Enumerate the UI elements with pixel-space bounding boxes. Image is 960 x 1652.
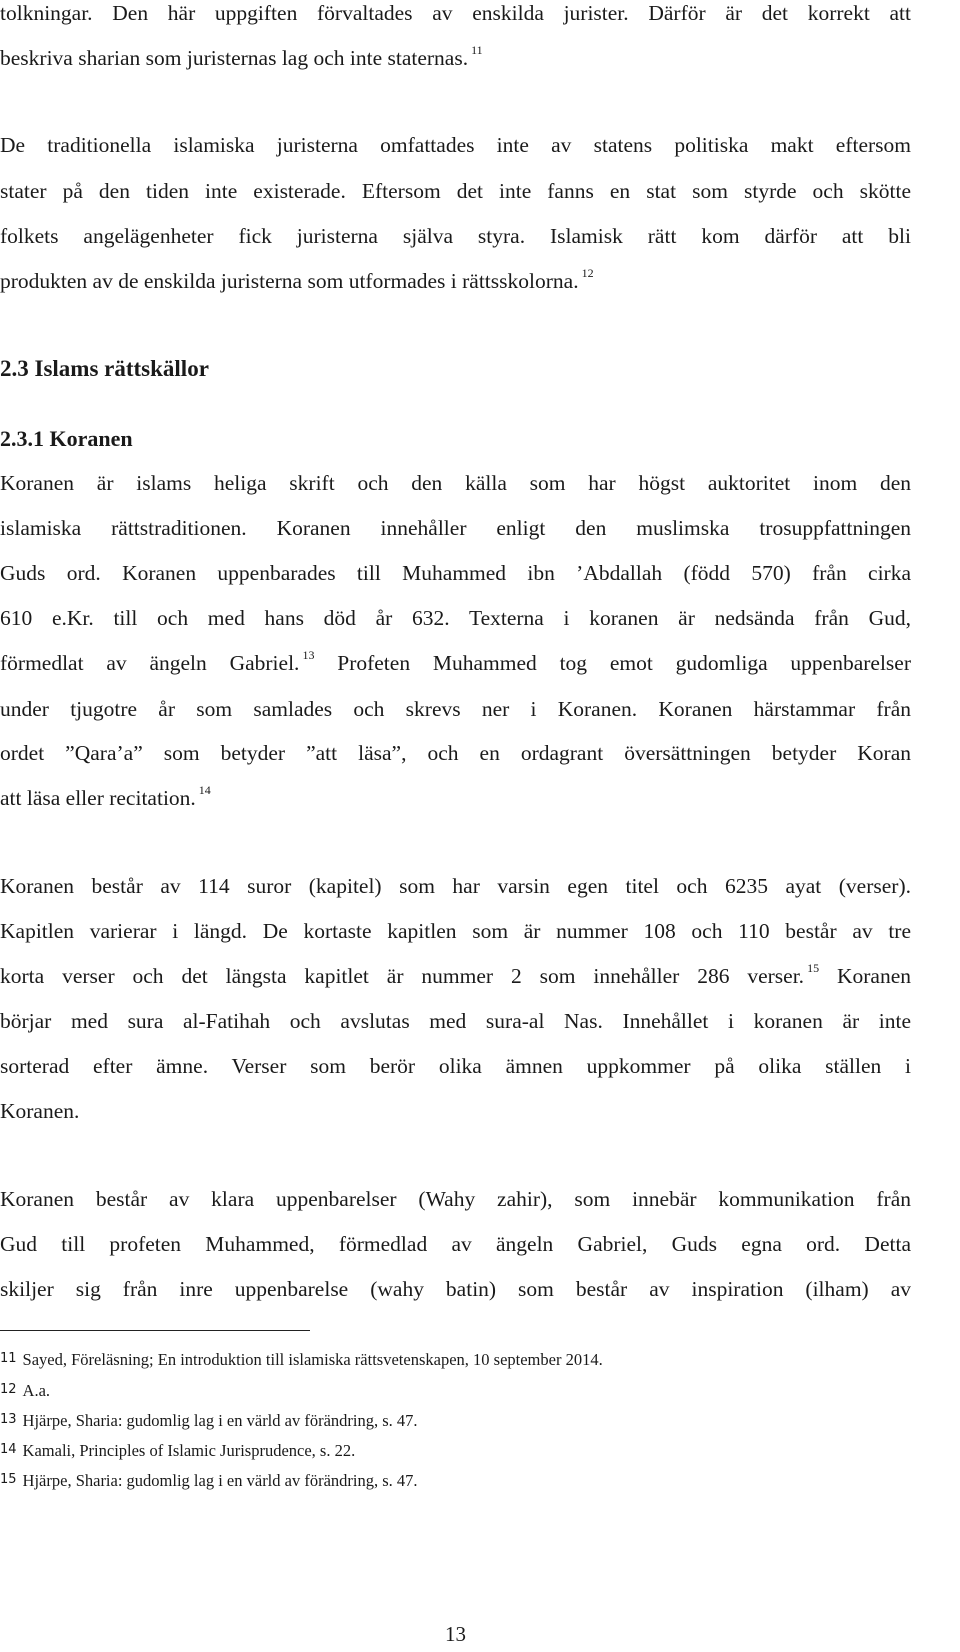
footnote-separator: [0, 1330, 310, 1331]
footnote: [0, 1441, 355, 1463]
footnote: [0, 1471, 418, 1493]
text-line: [0, 560, 911, 586]
text-line: [0, 0, 911, 26]
text-line: [0, 45, 911, 74]
text-line: [0, 1008, 911, 1034]
text-line: [0, 132, 911, 158]
text-line: [0, 696, 911, 722]
text-segment: Koranen: [819, 964, 911, 988]
text-segment: börjar med sura al-Fatihah och avslutas med sura-al Nas. Innehållet i koranen är inte: [0, 1009, 911, 1033]
text-segment: Kapitlen varierar i längd. De kortaste kapitlen som är nummer 108 och 110 består av tre: [0, 919, 911, 943]
text-line: [0, 178, 911, 204]
text-segment: Koranen.: [0, 1099, 80, 1123]
footnote-text: Kamali, Principles of Islamic Jurisprudence, s. 22.: [22, 1441, 356, 1460]
text-segment: Koranen består av 114 suror (kapitel) som har varsin egen titel och 6235 ayat (verser).: [0, 874, 911, 898]
text-line: [0, 650, 911, 679]
footnote-text: Sayed, Föreläsning; En introduktion till islamiska rättsvetenskapen, 10 september 2014.: [22, 1350, 603, 1369]
footnote: [0, 1411, 418, 1433]
text-line: [0, 223, 911, 249]
text-segment: sorterad efter ämne. Verser som berör olika ämnen uppkommer på olika ställen i: [0, 1054, 911, 1078]
text-segment: 610 e.Kr. till och med hans död år 632. Texterna i koranen är nedsända från Gud,: [0, 606, 911, 630]
text-segment: stater på den tiden inte existerade. Eftersom det inte fanns en stat som styrde och skötte: [0, 179, 911, 203]
footnote-text: Hjärpe, Sharia: gudomlig lag i en värld av förändring, s. 47.: [22, 1411, 418, 1430]
footnote-reference[interactable]: 11: [471, 43, 483, 57]
text-line: [0, 740, 911, 766]
text-line: [0, 605, 911, 631]
text-line: [0, 1053, 911, 1079]
text-line: [0, 873, 911, 899]
text-segment: Koranen är islams heliga skrift och den källa som har högst auktoritet inom den: [0, 471, 911, 495]
text-line: [0, 1098, 911, 1124]
text-segment: att läsa eller recitation.: [0, 786, 196, 810]
text-segment: tolkningar. Den här uppgiften förvaltades av enskilda jurister. Därför är det korrekt att: [0, 1, 911, 25]
footnote-number: 11: [0, 1351, 17, 1366]
text-segment: under tjugotre år som samlades och skrevs ner i Koranen. Koranen härstammar från: [0, 697, 911, 721]
footnote-reference[interactable]: 12: [581, 266, 594, 280]
text-segment: Koranen består av klara uppenbarelser (Wahy zahir), som innebär kommunikation från: [0, 1187, 911, 1211]
text-line: [0, 1276, 911, 1302]
text-line: [0, 1186, 911, 1212]
text-line: [0, 785, 911, 814]
text-segment: De traditionella islamiska juristerna omfattades inte av statens politiska makt eftersom: [0, 133, 911, 157]
text-segment: korta verser och det längsta kapitlet är nummer 2 som innehåller 286 verser.: [0, 964, 805, 988]
footnote-reference[interactable]: 15: [807, 961, 820, 975]
footnote-text: Hjärpe, Sharia: gudomlig lag i en värld av förändring, s. 47.: [22, 1471, 418, 1490]
text-line: [0, 918, 911, 944]
text-segment: Profeten Muhammed tog emot gudomliga uppenbarelser: [314, 651, 911, 675]
page-number: 13: [445, 1622, 466, 1646]
text-segment: Guds ord. Koranen uppenbarades till Muhammed ibn ’Abdallah (född 570) från cirka: [0, 561, 911, 585]
text-line: [0, 268, 911, 297]
footnote-reference[interactable]: 13: [302, 648, 315, 662]
text-segment: produkten av de enskilda juristerna som utformades i rättsskolorna.: [0, 269, 579, 293]
footnote-number: 12: [0, 1382, 17, 1397]
footnote-number: 14: [0, 1442, 17, 1457]
text-segment: islamiska rättstraditionen. Koranen innehåller enligt den muslimska trosuppfattningen: [0, 516, 911, 540]
text-segment: förmedlat av ängeln Gabriel.: [0, 651, 300, 675]
text-segment: folkets angelägenheter fick juristerna själva styra. Islamisk rätt kom därför att bli: [0, 224, 911, 248]
footnote-reference[interactable]: 14: [198, 783, 211, 797]
footnote-text: A.a.: [22, 1381, 51, 1400]
footnote: [0, 1381, 50, 1403]
footnote-number: 15: [0, 1472, 17, 1487]
text-segment: Gud till profeten Muhammed, förmedlad av ängeln Gabriel, Guds egna ord. Detta: [0, 1232, 911, 1256]
text-line: [0, 1231, 911, 1257]
text-segment: ordet ”Qara’a” som betyder ”att läsa”, och en ordagrant översättningen betyder Koran: [0, 741, 911, 765]
text-line: [0, 963, 911, 992]
section-heading: 2.3 Islams rättskällor: [0, 356, 209, 381]
text-segment: beskriva sharian som juristernas lag och inte staternas.: [0, 46, 469, 70]
text-line: [0, 515, 911, 541]
footnote: [0, 1350, 603, 1372]
text-segment: skiljer sig från inre uppenbarelse (wahy batin) som består av inspiration (ilham) av: [0, 1277, 911, 1301]
text-line: [0, 470, 911, 496]
footnote-number: 13: [0, 1412, 17, 1427]
subsection-heading: 2.3.1 Koranen: [0, 426, 133, 451]
